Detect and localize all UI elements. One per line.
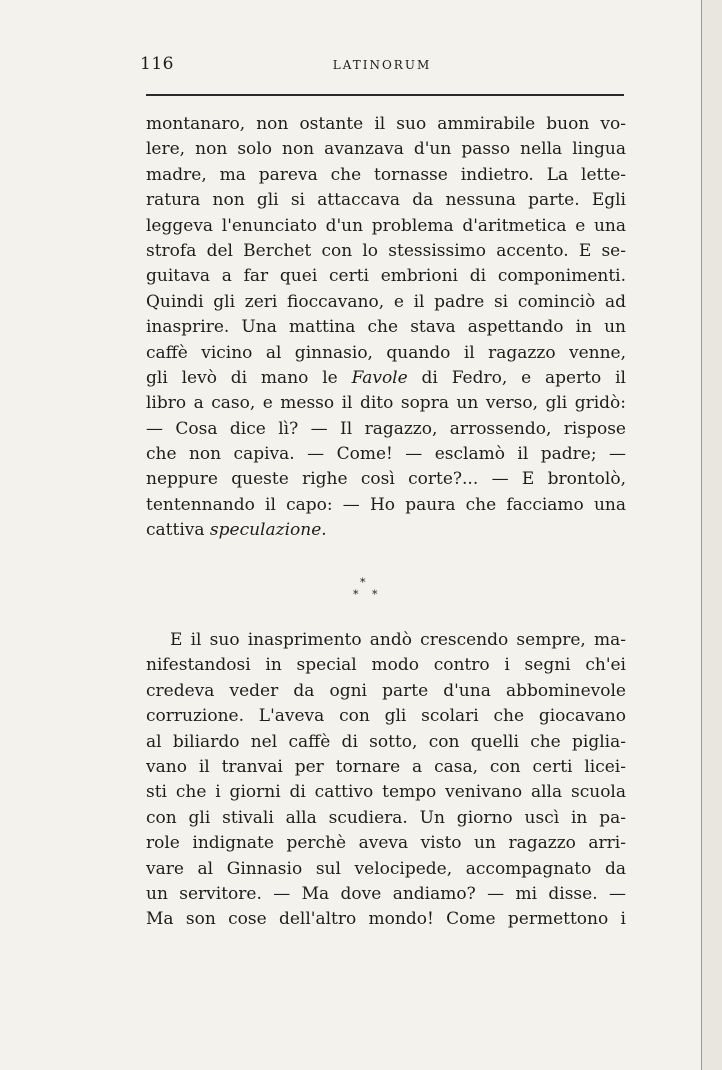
- text-line: montanaro, non ostante il suo ammirabile buon vo-: [146, 114, 626, 134]
- text-fragment: gli levò di mano le: [146, 367, 352, 388]
- text-line: neppure queste righe così corte?... — E brontolò,: [146, 469, 626, 490]
- text-line: vare al Ginnasio sul velocipede, accompagnato da: [146, 858, 626, 879]
- text-line: — Cosa dice lì? — Il ragazzo, arrossendo, rispose: [146, 418, 626, 439]
- text-line: ratura non gli si attaccava da nessuna parte. Egli: [146, 190, 626, 211]
- asterism-top-star: *: [360, 576, 366, 589]
- book-title-favole: Favole: [351, 367, 408, 388]
- text-line: caffè vicino al ginnasio, quando il ragazzo venne,: [146, 342, 626, 363]
- text-line: strofa del Berchet con lo stessissimo accento. E se-: [146, 240, 626, 261]
- binding-strip: [702, 0, 722, 1070]
- text-line: [146, 518, 626, 543]
- text-line: nifestandosi in special modo contro i segni ch'ei: [146, 655, 626, 676]
- text-line: un servitore. — Ma dove andiamo? — mi disse. —: [146, 883, 626, 904]
- text-line: Quindi gli zeri fioccavano, e il padre si cominciò ad: [146, 291, 626, 312]
- text-line: E il suo inasprimento andò crescendo sempre, ma-: [170, 630, 626, 650]
- text-line: al biliardo nel caffè di sotto, con quelli che piglia-: [146, 731, 626, 752]
- text-line: corruzione. L'aveva con gli scolari che giocavano: [146, 706, 626, 727]
- paragraph-2: [146, 628, 626, 933]
- emphasized-word: speculazione.: [209, 520, 327, 541]
- text-fragment: cattiva: [146, 520, 210, 541]
- paragraph-1: [146, 112, 626, 544]
- text-line: [146, 366, 626, 391]
- text-line: con gli stivali alla scudiera. Un giorno uscì in pa-: [146, 807, 626, 828]
- text-line: che non capiva. — Come! — esclamò il padre; —: [146, 444, 626, 465]
- text-line: lere, non solo non avanzava d'un passo nella lingua: [146, 139, 626, 160]
- text-line: libro a caso, e messo il dito sopra un verso, gli gridò:: [146, 393, 626, 414]
- text-line: leggeva l'enunciato d'un problema d'aritmetica e una: [146, 215, 626, 236]
- text-line: vano il tranvai per tornare a casa, con certi licei-: [146, 756, 626, 777]
- text-line: Ma son cose dell'altro mondo! Come permettono i: [146, 909, 626, 930]
- text-fragment: di Fedro, e aperto il: [407, 367, 626, 388]
- text-line: sti che i giorni di cattivo tempo venivano alla scuola: [146, 782, 626, 803]
- section-asterism: [340, 576, 390, 610]
- text-line: role indignate perchè aveva visto un ragazzo arri-: [146, 833, 626, 854]
- text-line: guitava a far quei certi embrioni di componimenti.: [146, 266, 626, 287]
- text-line: inasprire. Una mattina che stava aspettando in un: [146, 317, 626, 338]
- header-rule: [146, 94, 624, 96]
- running-title: LATINORUM: [332, 58, 432, 72]
- page-number: 116: [140, 54, 174, 74]
- text-line: tentennando il capo: — Ho paura che facciamo una: [146, 494, 626, 515]
- text-line: credeva veder da ogni parte d'una abbominevole: [146, 680, 626, 701]
- asterism-bottom-stars: * *: [353, 588, 383, 601]
- page-header: [140, 48, 624, 78]
- text-line: madre, ma pareva che tornasse indietro. La lette-: [146, 164, 626, 185]
